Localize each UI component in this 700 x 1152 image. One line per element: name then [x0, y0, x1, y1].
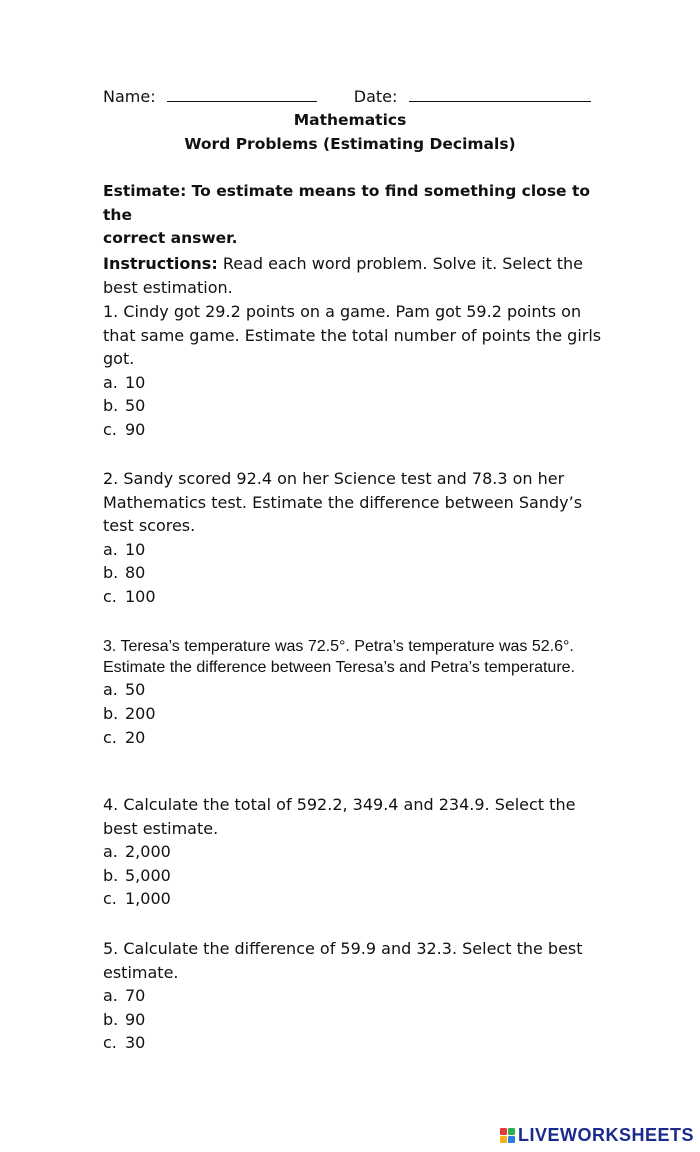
date-label: Date: — [353, 87, 398, 106]
instructions-text: Read each word problem. Solve it. Select the best estimation. — [103, 254, 583, 297]
option-b[interactable]: b. 200 — [103, 704, 156, 723]
question-text: 2. Sandy scored 92.4 on her Science test and 78.3 on her Mathematics test. Estimate the difference between Sandy’s test scores. — [103, 469, 583, 535]
question-2 — [103, 467, 603, 608]
question-text: 5. Calculate the difference of 59.9 and 32.3. Select the best estimate. — [103, 939, 583, 982]
option-a[interactable]: a. 50 — [103, 680, 146, 699]
header-line — [103, 86, 591, 107]
option-list — [103, 371, 603, 442]
option-c[interactable]: c. 100 — [103, 586, 156, 606]
estimate-line-1: Estimate: To estimate means to find something close to the — [103, 182, 591, 224]
option-b[interactable]: b. 90 — [103, 1009, 146, 1029]
question-text: 3. Teresa’s temperature was 72.5°. Petra’s temperature was 52.6°. Estimate the difference between Teresa’s and Petra’s temperature. — [103, 638, 575, 676]
option-c[interactable]: c. 20 — [103, 728, 146, 747]
option-c[interactable]: c. 1,000 — [103, 889, 171, 908]
question-3 — [103, 636, 603, 750]
option-b[interactable]: b. 5,000 — [103, 865, 171, 885]
option-c[interactable]: c. 90 — [103, 419, 146, 439]
logo-text: LIVEWORKSHEETS — [517, 1125, 694, 1145]
page-subtitle: Word Problems (Estimating Decimals) — [184, 135, 516, 153]
option-list — [103, 678, 603, 750]
liveworksheets-icon — [500, 1128, 515, 1143]
option-a[interactable]: a. 10 — [103, 539, 146, 559]
option-c[interactable]: c. 30 — [103, 1033, 146, 1052]
name-field[interactable] — [167, 86, 317, 102]
option-list — [103, 840, 603, 911]
option-b[interactable]: b. 80 — [103, 563, 146, 582]
liveworksheets-logo — [500, 1125, 694, 1146]
option-a[interactable]: a. 70 — [103, 986, 146, 1005]
date-field[interactable] — [409, 86, 591, 102]
instructions-label: Instructions: — [103, 254, 218, 273]
estimate-line-2: correct answer. — [103, 229, 238, 247]
option-a[interactable]: a. 2,000 — [103, 842, 171, 861]
option-a[interactable]: a. 10 — [103, 372, 146, 392]
name-label: Name: — [103, 87, 156, 106]
estimate-definition — [103, 180, 603, 251]
question-text: 4. Calculate the total of 592.2, 349.4 and 234.9. Select the best estimate. — [103, 795, 576, 838]
option-list — [103, 538, 603, 609]
instructions — [103, 252, 603, 299]
page-title: Mathematics — [293, 111, 407, 129]
question-text: 1. Cindy got 29.2 points on a game. Pam got 59.2 points on that same game. Estimate the total number of points the girls got. — [103, 302, 602, 368]
question-5 — [103, 937, 603, 1055]
option-list — [103, 984, 603, 1055]
question-1 — [103, 300, 603, 441]
question-4 — [103, 793, 603, 911]
option-b[interactable]: b. 50 — [103, 396, 146, 415]
